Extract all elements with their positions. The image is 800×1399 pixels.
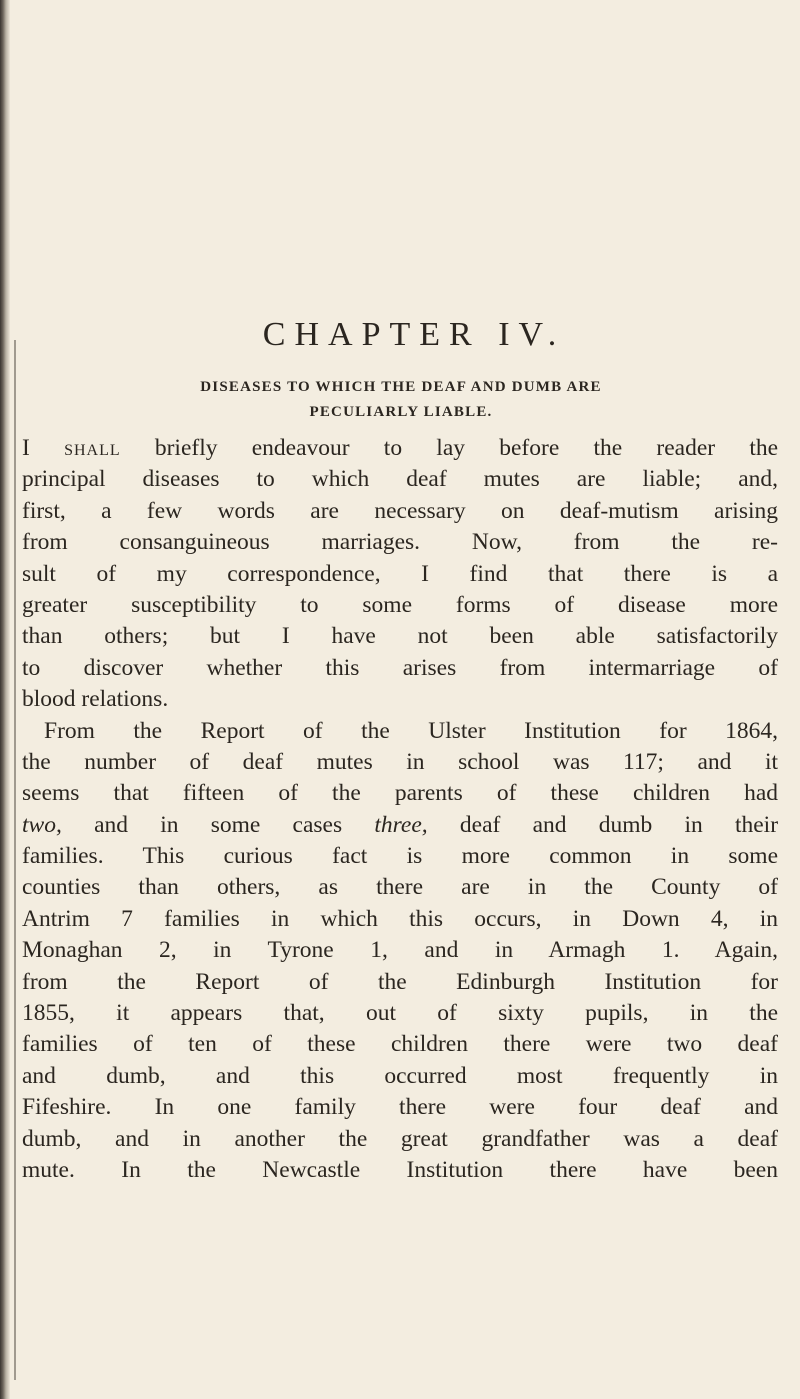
paragraph-2-line-11: families of ten of these children there were two deaf (22, 1031, 778, 1058)
paragraph-1-line-6: greater susceptibility to some forms of disease more (22, 591, 778, 618)
book-page (22, 0, 782, 1399)
paragraph-2-line-4 (22, 810, 778, 841)
paragraph-1-line-4: from consanguineous marriages. Now, from the re- (22, 529, 778, 556)
subtitle-line-2: PECULIARLY LIABLE. (309, 404, 493, 420)
italic-two: two, (22, 811, 62, 838)
small-caps-opening: SHALL (64, 442, 121, 459)
paragraph-2-line-7: Antrim 7 families in which this occurs, in Down 4, in (22, 905, 778, 932)
chapter-heading: CHAPTER IV. (262, 316, 566, 353)
line-text: and in some cases (94, 811, 343, 838)
paragraph-2-line-10: 1855, it appears that, out of sixty pupils, in the (22, 1000, 778, 1027)
paragraph-2-line-6: counties than others, as there are in the County of (22, 874, 778, 901)
subtitle-line-1: DISEASES TO WHICH THE DEAF AND DUMB ARE (200, 379, 602, 395)
paragraph-2-line-15: mute. In the Newcastle Institution there have been (22, 1156, 778, 1183)
line-text: deaf and dumb in their (459, 811, 779, 838)
paragraph-2-line-9: from the Report of the Edinburgh Institution for (22, 968, 778, 995)
paragraph-2-line-13: Fifeshire. In one family there were four deaf and (22, 1094, 778, 1121)
paragraph-2-line-12: and dumb, and this occurred most frequently in (22, 1062, 778, 1089)
paragraph-2-line-14: dumb, and in another the great grandfather was a deaf (22, 1125, 778, 1152)
paragraph-1-line-1 (22, 433, 778, 464)
paragraph-1-line-8: to discover whether this arises from intermarriage of (22, 654, 778, 681)
paragraph-1-line-3: first, a few words are necessary on deaf-mutism arising (22, 497, 778, 524)
paragraph-1-line-2: principal diseases to which deaf mutes are liable; and, (22, 466, 778, 493)
paragraph-2-line-1: From the Report of the Ulster Institution for 1864, (44, 717, 778, 744)
italic-three: three, (374, 811, 428, 838)
paragraph-2-line-8: Monaghan 2, in Tyrone 1, and in Armagh 1. Again, (22, 937, 778, 964)
body-text (22, 433, 778, 1186)
paragraph-2-line-5: families. This curious fact is more common in some (22, 843, 778, 870)
line-text: briefly endeavour to lay before the reader the (154, 435, 779, 461)
gutter-binding-line (14, 340, 16, 1380)
paragraph-2-line-3: seems that fifteen of the parents of these children had (22, 780, 778, 807)
book-gutter-shadow (0, 0, 10, 1399)
drop-cap: I (22, 435, 30, 461)
chapter-subtitle (22, 375, 770, 425)
paragraph-2-line-2: the number of deaf mutes in school was 117; and it (22, 748, 778, 775)
paragraph-1-line-5: sult of my correspondence, I find that there is a (22, 560, 778, 587)
paragraph-1-line-7: than others; but I have not been able satisfactorily (22, 623, 778, 650)
paragraph-1-line-9: blood relations. (22, 686, 169, 713)
